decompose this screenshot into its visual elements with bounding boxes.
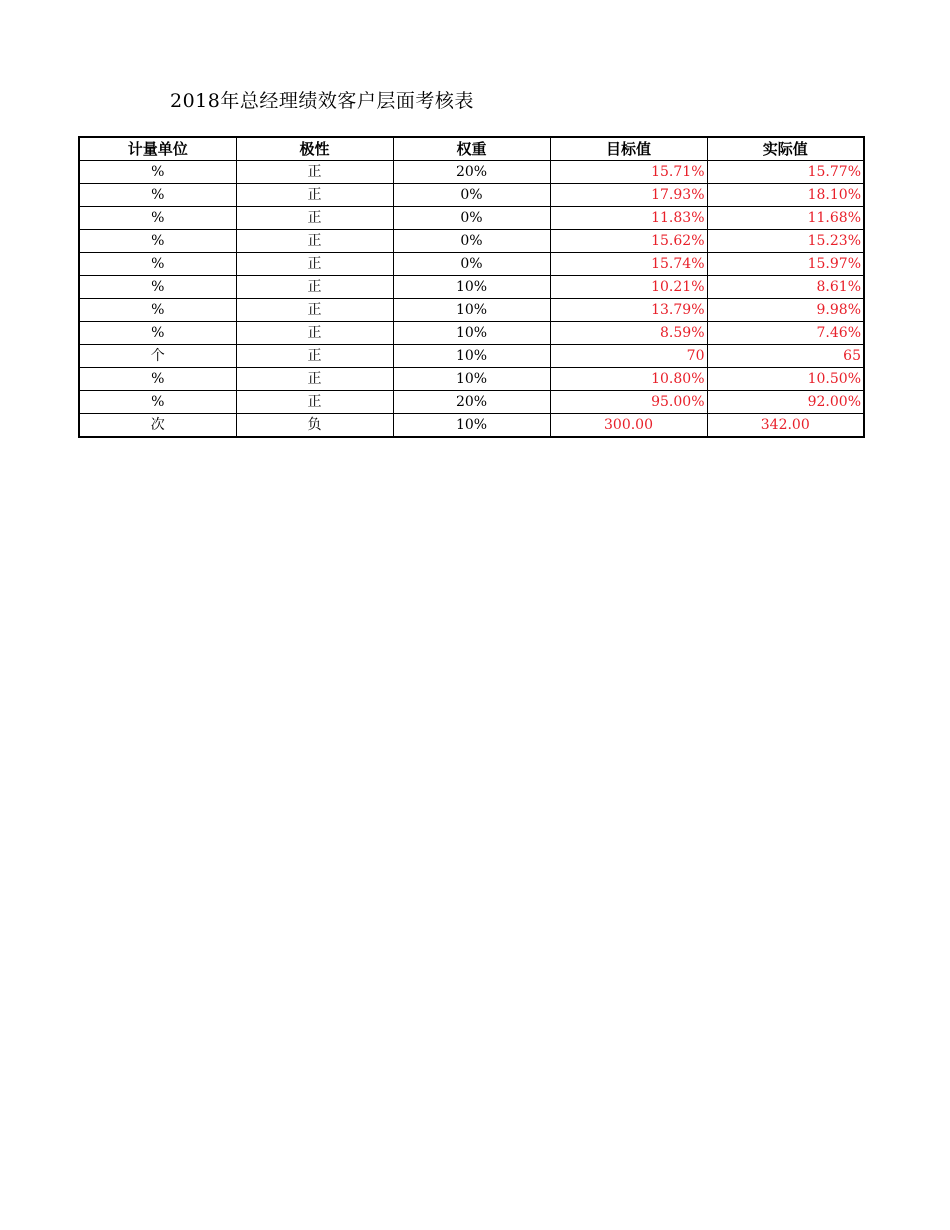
cell-unit[interactable]: %: [79, 391, 236, 414]
table-row: [79, 276, 864, 299]
cell-actual[interactable]: 15.23%: [707, 230, 864, 253]
cell-polarity[interactable]: 正: [236, 276, 393, 299]
table-row: [79, 322, 864, 345]
cell-target[interactable]: 15.62%: [550, 230, 707, 253]
cell-weight[interactable]: 20%: [393, 161, 550, 184]
cell-polarity[interactable]: 正: [236, 391, 393, 414]
cell-actual[interactable]: 65: [707, 345, 864, 368]
cell-weight[interactable]: 0%: [393, 253, 550, 276]
cell-unit[interactable]: %: [79, 322, 236, 345]
cell-weight[interactable]: 10%: [393, 368, 550, 391]
table-row: [79, 414, 864, 438]
header-target[interactable]: 目标值: [550, 137, 707, 161]
table-row: [79, 230, 864, 253]
cell-unit[interactable]: %: [79, 299, 236, 322]
table-row: [79, 161, 864, 184]
cell-weight[interactable]: 10%: [393, 276, 550, 299]
cell-target[interactable]: 15.71%: [550, 161, 707, 184]
header-row: [79, 137, 864, 161]
cell-weight[interactable]: 10%: [393, 299, 550, 322]
cell-weight[interactable]: 10%: [393, 345, 550, 368]
cell-weight[interactable]: 20%: [393, 391, 550, 414]
cell-target[interactable]: 10.21%: [550, 276, 707, 299]
cell-actual[interactable]: 8.61%: [707, 276, 864, 299]
cell-unit[interactable]: %: [79, 368, 236, 391]
cell-polarity[interactable]: 正: [236, 345, 393, 368]
table-row: [79, 368, 864, 391]
cell-unit[interactable]: 次: [79, 414, 236, 438]
cell-unit[interactable]: %: [79, 253, 236, 276]
cell-polarity[interactable]: 正: [236, 368, 393, 391]
cell-target[interactable]: 8.59%: [550, 322, 707, 345]
cell-target[interactable]: 11.83%: [550, 207, 707, 230]
cell-target[interactable]: 300.00: [550, 414, 707, 438]
table-row: [79, 391, 864, 414]
kpi-table: [78, 136, 865, 438]
cell-target[interactable]: 10.80%: [550, 368, 707, 391]
cell-actual[interactable]: 10.50%: [707, 368, 864, 391]
cell-polarity[interactable]: 正: [236, 184, 393, 207]
cell-polarity[interactable]: 正: [236, 322, 393, 345]
cell-weight[interactable]: 0%: [393, 230, 550, 253]
cell-unit[interactable]: 个: [79, 345, 236, 368]
cell-actual[interactable]: 7.46%: [707, 322, 864, 345]
cell-target[interactable]: 13.79%: [550, 299, 707, 322]
table-row: [79, 184, 864, 207]
sheet-title: 2018年总经理绩效客户层面考核表: [170, 90, 474, 112]
table-row: [79, 253, 864, 276]
cell-polarity[interactable]: 正: [236, 253, 393, 276]
cell-polarity[interactable]: 正: [236, 161, 393, 184]
header-polarity[interactable]: 极性: [236, 137, 393, 161]
header-weight[interactable]: 权重: [393, 137, 550, 161]
cell-unit[interactable]: %: [79, 276, 236, 299]
cell-polarity[interactable]: 正: [236, 299, 393, 322]
cell-unit[interactable]: %: [79, 184, 236, 207]
table-row: [79, 299, 864, 322]
header-unit[interactable]: 计量单位: [79, 137, 236, 161]
cell-weight[interactable]: 10%: [393, 414, 550, 438]
cell-actual[interactable]: 15.97%: [707, 253, 864, 276]
cell-actual[interactable]: 18.10%: [707, 184, 864, 207]
cell-actual[interactable]: 9.98%: [707, 299, 864, 322]
cell-target[interactable]: 15.74%: [550, 253, 707, 276]
cell-weight[interactable]: 10%: [393, 322, 550, 345]
cell-polarity[interactable]: 正: [236, 230, 393, 253]
cell-target[interactable]: 70: [550, 345, 707, 368]
cell-target[interactable]: 17.93%: [550, 184, 707, 207]
table-row: [79, 207, 864, 230]
cell-target[interactable]: 95.00%: [550, 391, 707, 414]
cell-polarity[interactable]: 正: [236, 207, 393, 230]
cell-unit[interactable]: %: [79, 230, 236, 253]
table-row: [79, 345, 864, 368]
cell-weight[interactable]: 0%: [393, 184, 550, 207]
cell-unit[interactable]: %: [79, 161, 236, 184]
cell-actual[interactable]: 11.68%: [707, 207, 864, 230]
cell-actual[interactable]: 92.00%: [707, 391, 864, 414]
cell-weight[interactable]: 0%: [393, 207, 550, 230]
cell-actual[interactable]: 15.77%: [707, 161, 864, 184]
cell-unit[interactable]: %: [79, 207, 236, 230]
cell-actual[interactable]: 342.00: [707, 414, 864, 438]
cell-polarity[interactable]: 负: [236, 414, 393, 438]
header-actual[interactable]: 实际值: [707, 137, 864, 161]
